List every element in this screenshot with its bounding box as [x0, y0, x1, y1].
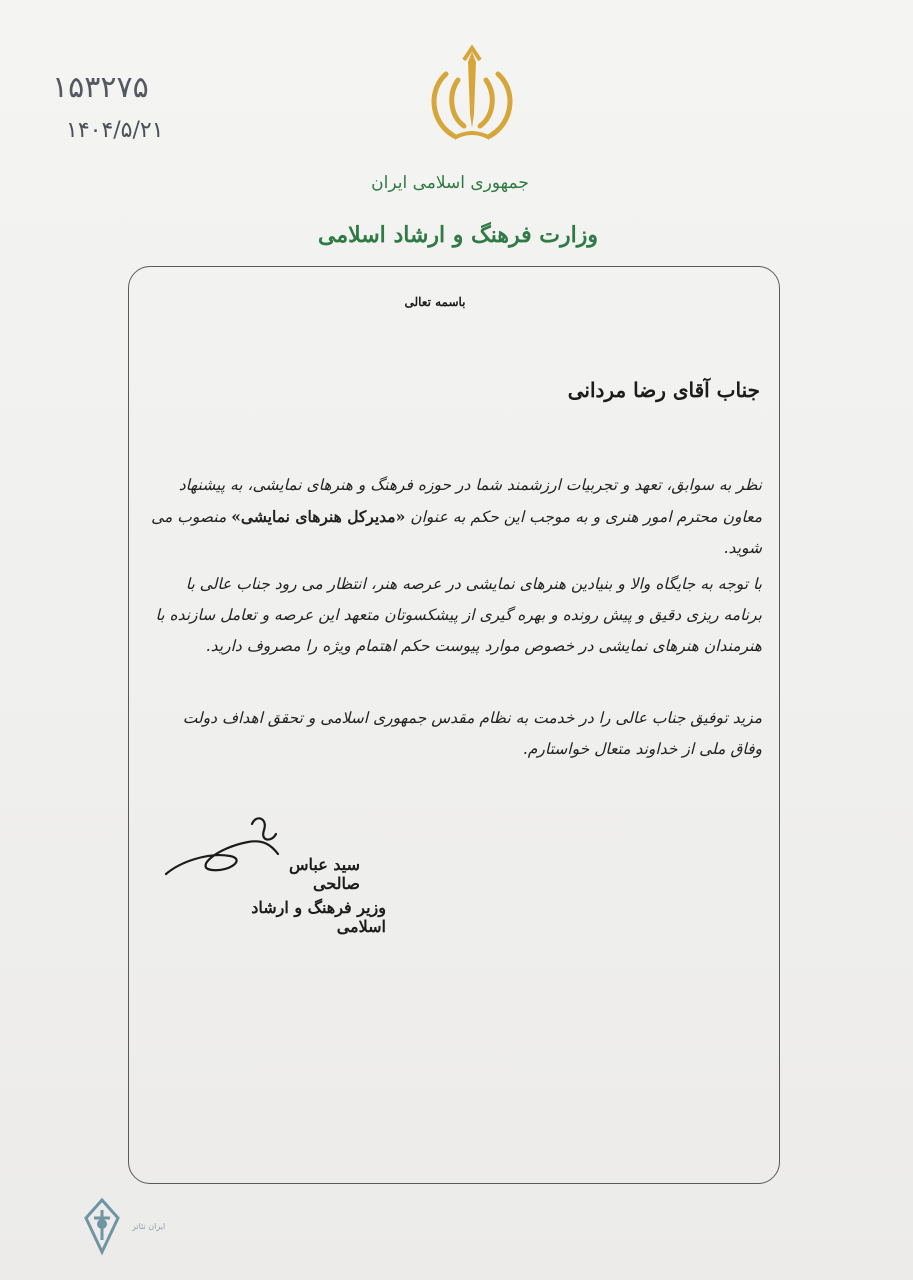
paragraph-expectations: با توجه به جایگاه والا و بنیادین هنرهای نمایشی در عرصه هنر، انتظار می رود جناب عالی با برنامه ریزی دقیق و پیش رونده و بهره گیری از پیشکسوتان متعهد این عرصه و تعامل سازنده با هنرمندان هنرهای نمایشی در خصوص موارد پیوست حکم اهتمام ویژه را مصروف دارید.	[155, 575, 762, 655]
signatory-title: وزیر فرهنگ و ارشاد اسلامی	[251, 898, 386, 936]
header-ministry: وزارت فرهنگ و ارشاد اسلامی	[317, 222, 598, 248]
paragraph-appointment-end: منصوب می شوید.	[151, 508, 762, 557]
iran-theater-logo-icon	[78, 1196, 126, 1256]
paragraph-appointment	[150, 470, 762, 564]
paragraph-closing: مزید توفیق جناب عالی را در خدمت به نظام مقدس جمهوری اسلامی و تحقق اهداف دولت وفاق ملی از خداوند متعال خواستارم.	[182, 709, 762, 758]
position-title: «مدیرکل هنرهای نمایشی»	[231, 507, 406, 526]
paragraph-appointment-text: نظر به سوابق، تعهد و تجربیات ارزشمند شما در حوزه فرهنگ و هنرهای نمایشی، به پیشنهاد معاون محترم امور هنری و به موجب این حکم به عنوان	[178, 476, 762, 526]
salutation: جناب آقای رضا مردانی	[567, 378, 760, 402]
watermark-text: ایران تئاتر	[132, 1222, 166, 1231]
letter-number: ۱۵۳۲۷۵	[52, 70, 149, 105]
invocation: باسمه تعالی	[404, 295, 466, 309]
iran-emblem-icon	[424, 44, 520, 144]
letter-date: ۱۴۰۴/۵/۲۱	[66, 118, 164, 143]
signatory-name: سید عباس صالحی	[289, 855, 360, 893]
header-country: جمهوری اسلامی ایران	[371, 173, 529, 193]
